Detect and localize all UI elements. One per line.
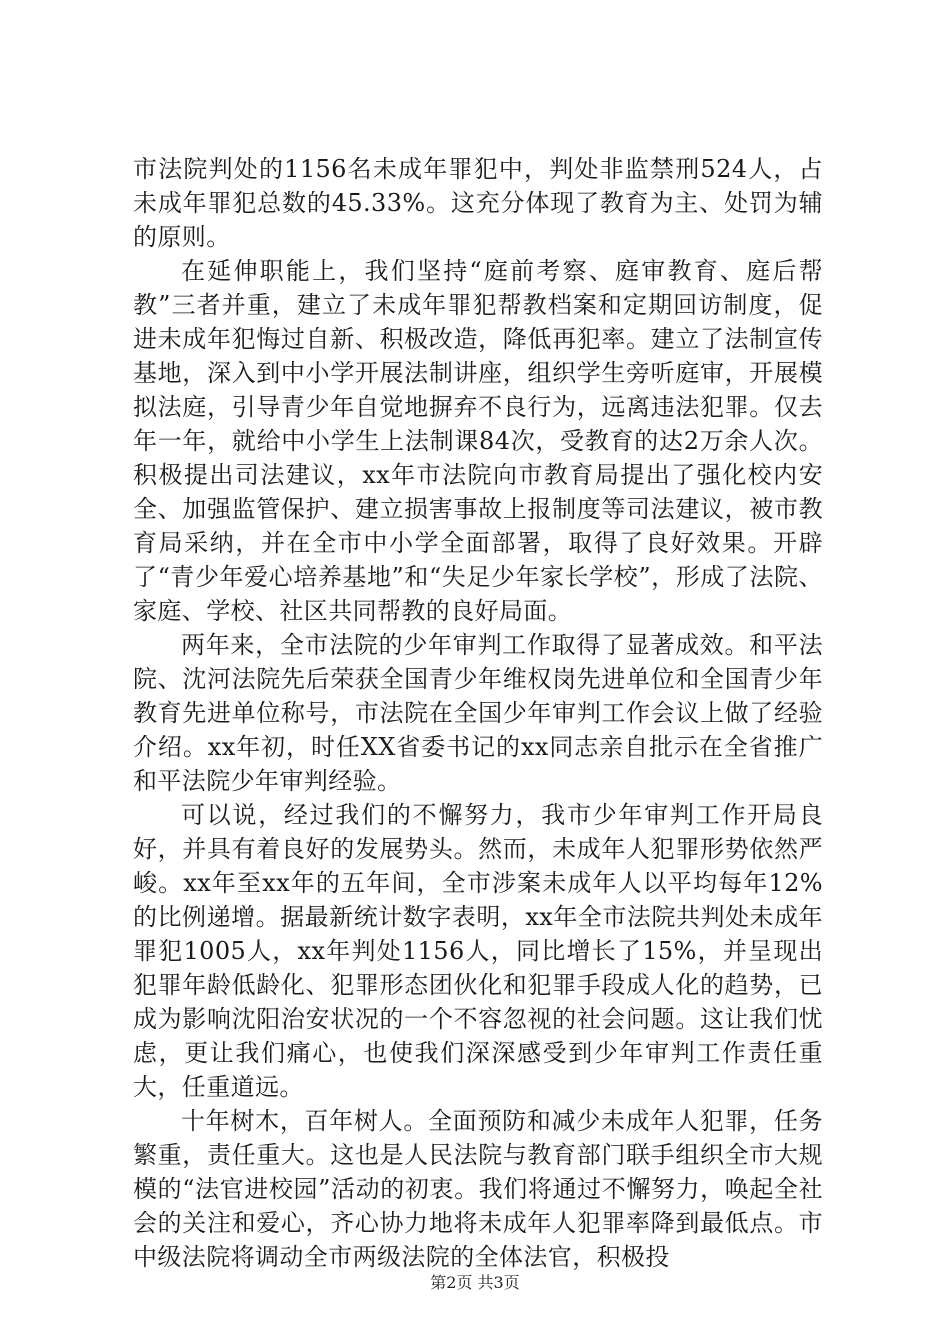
document-body	[133, 152, 823, 1274]
paragraph-4: 可以说，经过我们的不懈努力，我市少年审判工作开局良好，并具有着良好的发展势头。然而，未成年人犯罪形势依然严峻。xx年至xx年的五年间，全市涉案未成年人以平均每年12%的比例递增。据最新统计数字表明，xx年全市法院共判处未成年罪犯1005人，xx年判处1156人，同比增长了15%，并呈现出犯罪年龄低龄化、犯罪形态团伙化和犯罪手段成人化的趋势，已成为影响沈阳治安状况的一个不容忽视的社会问题。这让我们忧虑，更让我们痛心，也使我们深深感受到少年审判工作责任重大，任重道远。	[133, 801, 823, 1101]
paragraph-2: 在延伸职能上，我们坚持“庭前考察、庭审教育、庭后帮教”三者并重，建立了未成年罪犯帮教档案和定期回访制度，促进未成年犯悔过自新、积极改造，降低再犯率。建立了法制宣传基地，深入到中小学开展法制讲座，组织学生旁听庭审，开展模拟法庭，引导青少年自觉地摒弃不良行为，远离违法犯罪。仅去年一年，就给中小学生上法制课84次，受教育的达2万余人次。积极提出司法建议，xx年市法院向市教育局提出了强化校内安全、加强监管保护、建立损害事故上报制度等司法建议，被市教育局采纳，并在全市中小学全面部署，取得了良好效果。开辟了“青少年爱心培养基地”和“失足少年家长学校”，形成了法院、家庭、学校、社区共同帮教的良好局面。	[133, 257, 823, 625]
paragraph-1: 市法院判处的1156名未成年罪犯中，判处非监禁刑524人，占未成年罪犯总数的45.33%。这充分体现了教育为主、处罚为辅的原则。	[133, 155, 823, 251]
page-footer: 第2页 共3页	[430, 1273, 520, 1292]
paragraph-5: 十年树木，百年树人。全面预防和减少未成年人犯罪，任务繁重，责任重大。这也是人民法院与教育部门联手组织全市大规模的“法官进校园”活动的初衷。我们将通过不懈努力，唤起全社会的关注和爱心，齐心协力地将未成年人犯罪率降到最低点。市中级法院将调动全市两级法院的全体法官，积极投	[133, 1107, 823, 1271]
paragraph-3: 两年来，全市法院的少年审判工作取得了显著成效。和平法院、沈河法院先后荣获全国青少年维权岗先进单位和全国青少年教育先进单位称号，市法院在全国少年审判工作会议上做了经验介绍。xx年初，时任XX省委书记的xx同志亲自批示在全省推广和平法院少年审判经验。	[133, 631, 823, 795]
